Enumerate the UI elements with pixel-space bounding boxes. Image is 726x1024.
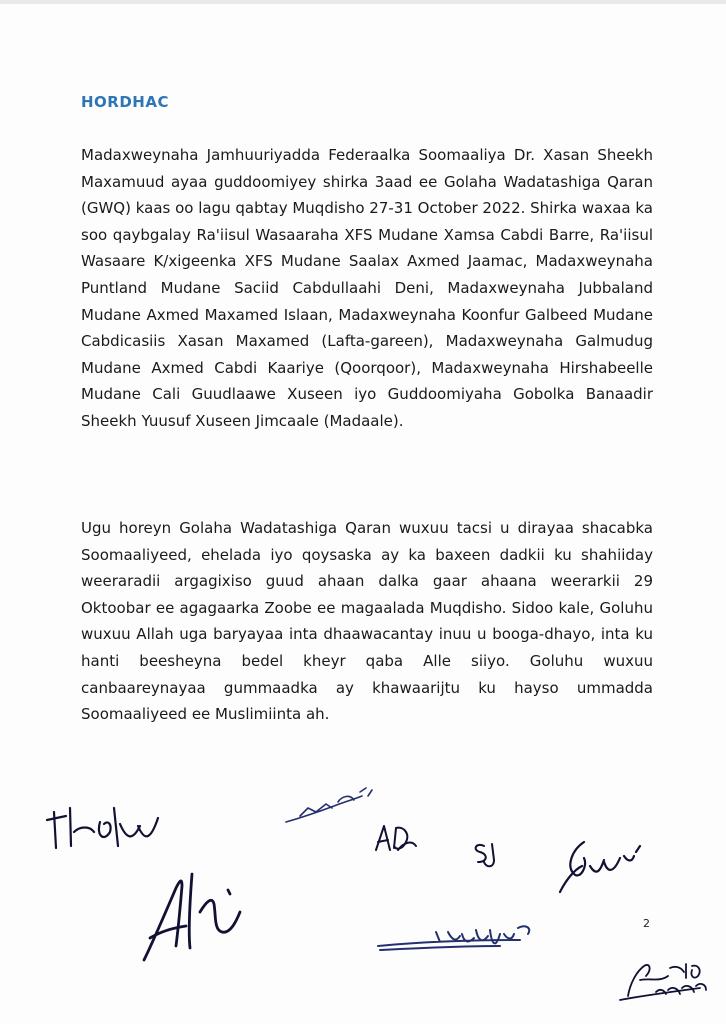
signature-8 — [620, 964, 706, 1000]
section-heading: HORDHAC — [81, 93, 169, 111]
signature-5 — [560, 842, 640, 892]
signature-7 — [378, 926, 529, 950]
signature-6 — [144, 874, 240, 960]
paragraph-2: Ugu horeyn Golaha Wadatashiga Qaran wuxuu tacsi u dirayaa shacabka Soomaaliyeed, ehelada iyo qoysaska ay ka baxeen dadkii ku shahiiday weeraradii argagixiso guud ahaan dalka gaar ahaana weerarkii 29 Oktoobar ee agagaarka Zoobe ee magaalada Muqdisho. Sidoo kale, Goluhu wuxuu Allah uga baryayaa inta dhaawacantay inuu u booga-dhayo, inta ku hanti beesheyna bedel kheyr qaba Alle siiyo. Goluhu wuxuu canbaareynayaa gummaadka ay khawaarijtu ku hayso ummadda Soomaaliyeed ee Muslimiinta ah. — [81, 519, 653, 724]
page-number: 2 — [643, 917, 650, 930]
paragraph-1: Madaxweynaha Jamhuuriyadda Federaalka Soomaaliya Dr. Xasan Sheekh Maxamuud ayaa guddoomiyey shirka 3aad ee Golaha Wadatashiga Qaran (GWQ) kaas oo lagu qabtay Muqdisho 27-31 October 2022. Shirka waxaa ka soo qaybgalay Ra'iisul Wasaaraha XFS Mudane Xamsa Cabdi Barre, Ra'iisul Wasaare K/xigeenka XFS Mudane Saalax Axmed Jaamac, Madaxweynaha Puntland Mudane Saciid Cabdullaahi Deni, Madaxweynaha Jubbaland Mudane Axmed Maxamed Islaan, Madaxweynaha Koonfur Galbeed Mudane Cabdicasiis Xasan Maxamed (Lafta-gareen), Madaxweynaha Galmudug Mudane Axmed Cabdi Kaariye (Qoorqoor), Madaxweynaha Hirshabeelle Mudane Cali Guudlaawe Xuseen iyo Guddoomiyaha Gobolka Banaadir Sheekh Yuusuf Xuseen Jimcaale (Madaale). — [81, 146, 653, 430]
signature-1 — [47, 808, 158, 848]
page-top-edge — [0, 0, 726, 4]
signature-4 — [476, 844, 494, 866]
signature-2 — [286, 788, 372, 822]
signature-3 — [376, 826, 416, 850]
